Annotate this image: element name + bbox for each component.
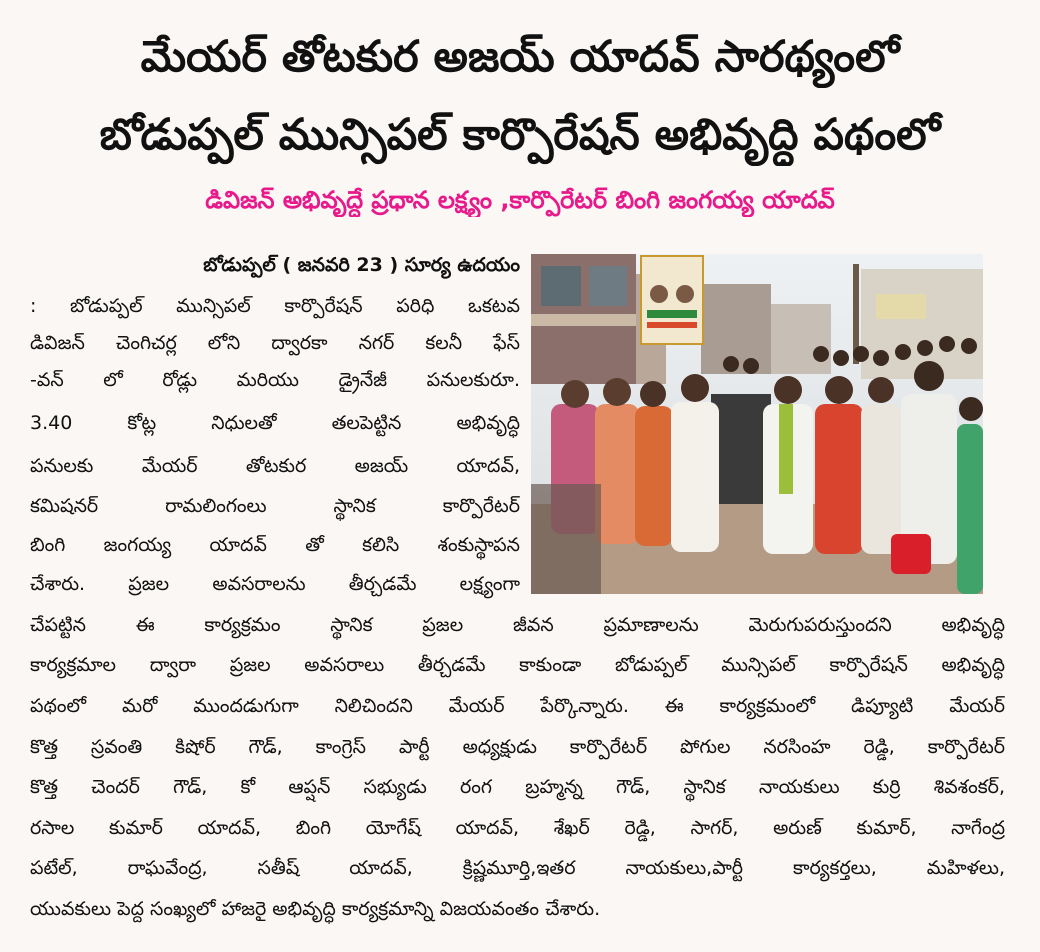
article-full-line: పథంలో మరో ముందడుగుగా నిలిచిందని మేయర్ పేర్కొన్నారు. ఈ కార్యక్రమంలో డిప్యూటి మేయర్ bbox=[30, 695, 1005, 717]
article-full-line: పటేల్, రాఘవేంద్ర, సతీష్ యాదవ్, క్రిష్ణమూర్తి,ఇతర నాయకులు,పార్టీ కార్యకర్తలు, మహిళలు, bbox=[30, 857, 1005, 879]
article-column-line: కమిషనర్ రామలింగంలు స్థానిక కార్పొరేటర్ bbox=[30, 495, 520, 517]
article-full-line: చేపట్టిన ఈ కార్యక్రమం స్థానిక ప్రజల జీవన ప్రమాణాలను మెరుగుపరుస్తుందని అభివృద్ధి bbox=[30, 614, 1005, 636]
article-full-line: యువకులు పెద్ద సంఖ్యలో హాజరై అభివృద్ధి కార్యక్రమాన్ని విజయవంతం చేశారు. bbox=[30, 898, 601, 920]
article-column-line: -వన్ లో రోడ్లు మరియు డ్రైనేజీ పనులకురూ. bbox=[30, 369, 520, 391]
article-full-line: రసాల కుమార్ యాదవ్, బింగి యోగేష్ యాదవ్, శేఖర్ రెడ్డి, సాగర్, అరుణ్ కుమార్, నాగేంద్ర bbox=[30, 817, 1005, 839]
event-photo-illustration bbox=[531, 254, 983, 594]
article-full-line: కార్యక్రమాల ద్వారా ప్రజల అవసరాలు తీర్చడమే కాకుండా బోడుప్పల్ మున్సిపల్ కార్పొరేషన్ అభివృద్ధి bbox=[30, 654, 1005, 676]
headline-line-1: మేయర్ తోటకుర అజయ్ యాదవ్ సారథ్యంలో bbox=[140, 32, 900, 82]
article-column-line: చేశారు. ప్రజల అవసరాలను తీర్చడమే లక్ష్యంగా bbox=[30, 573, 520, 595]
article-column-line: : బోడుప్పల్ మున్సిపల్ కార్పొరేషన్ పరిధి ఒకటవ bbox=[30, 295, 520, 317]
headline-line-2: బోడుప్పల్ మున్సిపల్ కార్పొరేషన్ అభివృద్ధి పథంలో bbox=[99, 110, 941, 160]
article-column-line: బింగి జంగయ్య యాదవ్ తో కలిసి శంకుస్థాపన bbox=[30, 534, 520, 556]
article-full-line: కొత్త స్రవంతి కిషోర్ గౌడ్, కాంగ్రెస్ పార్టీ అధ్యక్షుడు కార్పొరేటర్ పోగుల నరసింహ రెడ్డి, కార్పొరేటర్ bbox=[30, 736, 1005, 758]
article-column-line: 3.40 కోట్ల నిధులతో తలపెట్టిన అభివృద్ధి bbox=[30, 412, 520, 434]
subheadline: డివిజన్ అభివృద్దే ప్రధాన లక్ష్యం ,కార్పొరేటర్ బింగి జంగయ్య యాదవ్ bbox=[205, 186, 835, 214]
article-full-line: కొత్త చెందర్ గౌడ్, కో ఆప్షన్ సభ్యుడు రంగ బ్రహ్మన్న గౌడ్, స్థానిక నాయకులు కుర్రి శివశంకర్, bbox=[30, 776, 1005, 798]
article-column-line: డివిజన్ చెంగిచర్ల లోని ద్వారకా నగర్ కలనీ ఫేస్ bbox=[30, 332, 520, 354]
article-column-line: పనులకు మేయర్ తోటకుర అజయ్ యాదవ్, bbox=[30, 455, 520, 477]
event-photo bbox=[531, 254, 983, 594]
dateline: బోడుప్పల్ ( జనవరి 23 ) సూర్య ఉదయం bbox=[203, 254, 520, 276]
